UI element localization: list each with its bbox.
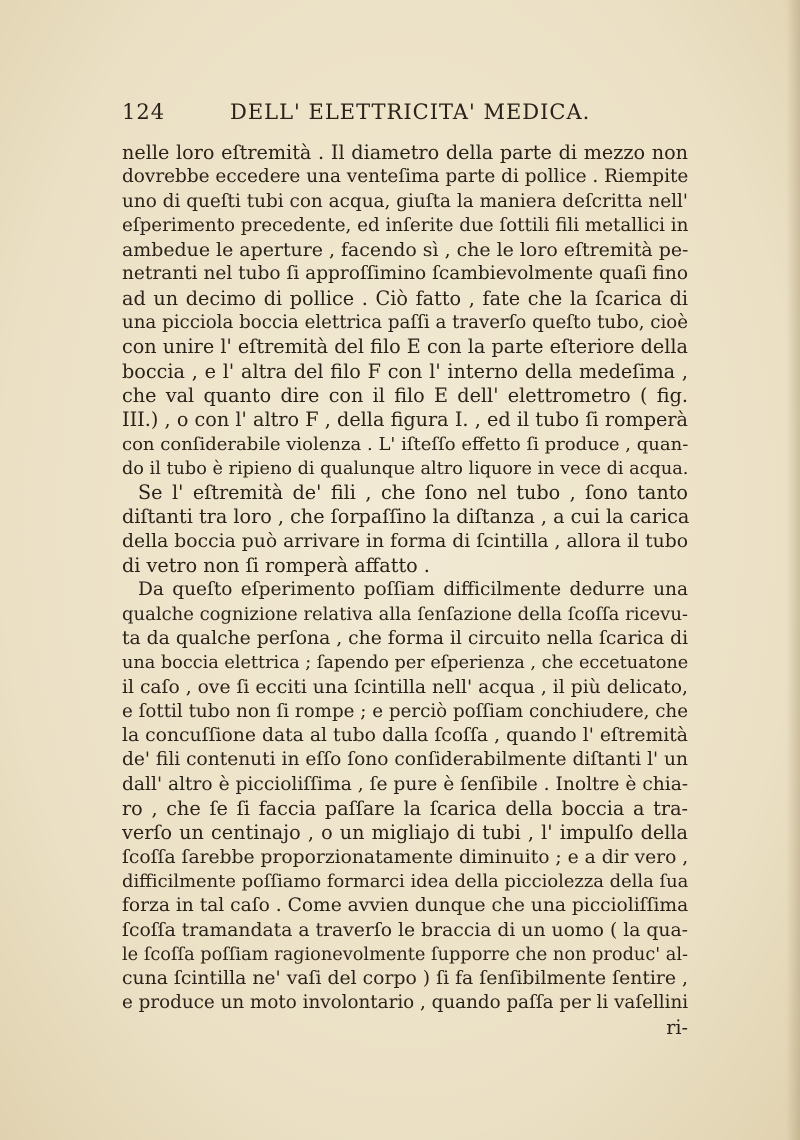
text-line: dovrebbe eccedere una venteſima parte di pollice . Riempite	[122, 166, 689, 188]
text-line: una boccia elettrica ; ſapendo per eſperienza , che eccetuatone	[122, 653, 689, 674]
text-line: nelle loro eſtremità . Il diametro della parte di mezzo non	[122, 141, 688, 164]
text-line: boccia , e l' altra del filo F con l' interno della medeſima ,	[122, 359, 688, 383]
text-line: con conſiderabile violenza . L' iſteſſo effetto ſi produce , quan-	[122, 433, 689, 455]
text-line: diſtanti tra loro , che ſorpaſſino la diſtanza , a cui la carica	[122, 505, 690, 529]
text-line: e produce un moto involontario , quando paſſa per li vaſellini	[122, 992, 689, 1014]
text-line: Da queſto eſperimento poſſiam difficilmente dedurre una	[138, 579, 688, 601]
text-line: ambedue le aperture , facendo sì , che le loro eſtremità pe-	[122, 239, 689, 262]
text-line: forza in tal caſo . Come avvien dunque che una piccioliſſima	[122, 895, 689, 917]
text-line: difficilmente poſſiamo formarci idea della picciolezza della ſua	[122, 870, 689, 892]
text-line: de' fili contenuti in eſſo ſono conſiderabilmente diſtanti l' un	[122, 749, 688, 771]
text-line: della boccia può arrivare in forma di ſcintilla , allora il tubo	[122, 530, 688, 552]
text-line: eſperimento precedente, ed inſerite due ſottili fili metallici in	[122, 214, 689, 236]
text-line: che val quanto dire con il filo E dell' elettrometro ( fig.	[122, 383, 688, 407]
page-number: 124	[122, 100, 166, 124]
text-line: e ſottil tubo non ſi rompe ; e perciò poſſiam conchiudere, che	[122, 700, 688, 722]
running-head: DELL' ELETTRICITA' MEDICA.	[230, 100, 591, 124]
text-line: cuna ſcintilla ne' vaſi del corpo ) ſi fa ſenſibilmente ſentire ,	[122, 968, 688, 990]
text-line: do il tubo è ripieno di qualunque altro liquore in vece di acqua.	[122, 458, 689, 479]
text-line: dall' altro è piccioliſſima , ſe pure è ſenſibile . Inoltre è chia-	[122, 773, 689, 795]
text-line: netranti nel tubo ſi approſſimino ſcambievolmente quaſi fino	[122, 263, 688, 285]
text-line: con unire l' eſtremità del filo E con la parte eſteriore della	[122, 335, 688, 359]
text-line: ſcoſſa tramandata a traverſo le braccia di un uomo ( la qua-	[122, 919, 688, 941]
text-line: uno di queſti tubi con acqua, giuſta la maniera deſcritta nell'	[122, 190, 688, 212]
text-line: il caſo , ove ſi ecciti una ſcintilla nell' acqua , il più delicato,	[122, 676, 688, 698]
text-line: una picciola boccia elettrica paſſi a traverſo queſto tubo, cioè	[122, 312, 688, 334]
page-header	[122, 100, 682, 140]
catchword: ri-	[666, 1015, 688, 1039]
text-line: di vetro non ſi romperà affatto .	[122, 554, 430, 578]
text-line: ad un decimo di pollice . Ciò fatto , fate che la ſcarica di	[122, 286, 688, 310]
text-line: qualche cognizione relativa alla ſenſazione della ſcoſſa ricevu-	[122, 603, 688, 625]
text-line: ta da qualche perſona , che forma il circuito nella ſcarica di	[122, 627, 689, 649]
text-line: ro , che ſe ſi faccia paſſare la ſcarica della boccia a tra-	[122, 797, 688, 821]
page-spine-shadow	[786, 0, 800, 1140]
body-text	[122, 141, 688, 1040]
text-line: la concuſſione data al tubo dalla ſcoſſa , quando l' eſtremità	[122, 725, 688, 747]
text-line: Se l' eſtremità de' fili , che ſono nel tubo , ſono tanto	[138, 481, 688, 505]
text-line: III.) , o con l' altro F , della figura I. , ed il tubo ſi romperà	[122, 408, 688, 432]
text-line: verſo un centinajo , o un migliajo di tubi , l' impulſo della	[122, 821, 688, 845]
text-line: ſcoſſa ſarebbe proporzionatamente diminuito ; e a dir vero ,	[122, 846, 689, 868]
text-line: le ſcoſſa poſſiam ragionevolmente ſupporre che non produc' al-	[122, 944, 688, 965]
